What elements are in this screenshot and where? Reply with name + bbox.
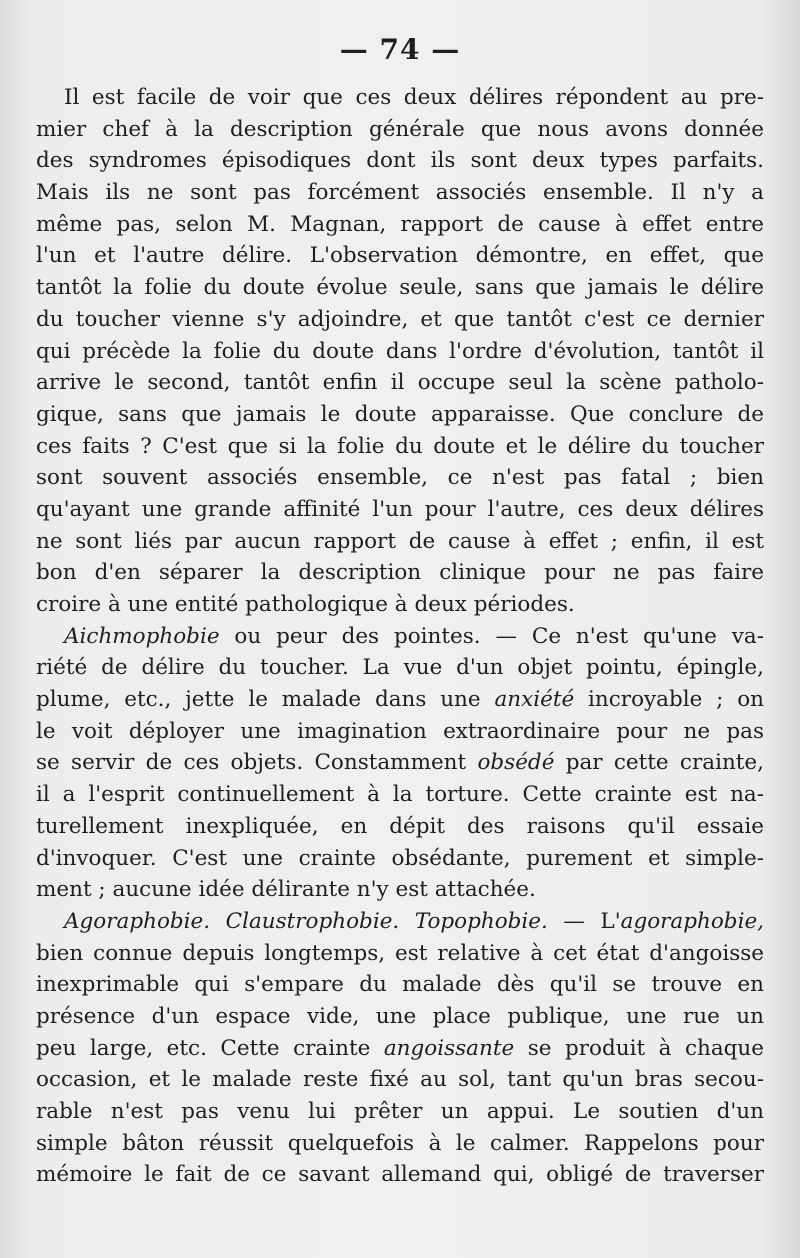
text-segment: même pas, selon M. Magnan, rapport de cause à effet entre	[36, 211, 764, 237]
text-segment: ment ; aucune idée délirante n'y est attachée.	[36, 877, 536, 903]
page-body-text	[36, 82, 764, 1191]
text-segment: il a l'esprit continuellement à la torture. Cette crainte est na-	[36, 782, 764, 808]
text-line	[36, 399, 764, 431]
text-segment: mier chef à la description générale que nous avons donnée	[36, 116, 764, 142]
text-line	[36, 431, 764, 463]
text-segment: rable n'est pas venu lui prêter un appui. Le soutien d'un	[36, 1099, 764, 1124]
text-segment: croire à une entité pathologique à deux périodes.	[36, 592, 575, 617]
text-line	[36, 462, 764, 494]
text-line	[36, 336, 764, 368]
text-line	[36, 557, 764, 589]
text-segment: ou peur des pointes. — Ce n'est qu'une va-	[219, 623, 764, 649]
text-line	[36, 747, 764, 779]
text-line	[36, 906, 764, 938]
text-line	[36, 145, 764, 177]
text-segment: arrive le second, tantôt enfin il occupe seul la scène patholo-	[36, 370, 764, 396]
text-line	[36, 1096, 764, 1128]
text-segment: Mais ils ne sont pas forcément associés ensemble. Il n'y a	[36, 180, 764, 206]
italic-text-segment: Aichmophobie	[64, 623, 220, 649]
text-segment: — L'	[547, 908, 621, 934]
text-segment: bon d'en séparer la description clinique pour ne pas faire	[36, 560, 764, 586]
text-segment: d'invoquer. C'est une crainte obsédante, purement et simple-	[36, 845, 764, 871]
text-line	[36, 969, 764, 1001]
text-line	[36, 304, 764, 336]
text-line	[36, 938, 764, 970]
text-line	[36, 177, 764, 209]
text-segment: turellement inexpliquée, en dépit des raisons qu'il essaie	[36, 813, 764, 839]
text-segment: sont souvent associés ensemble, ce n'est pas fatal ; bien	[36, 465, 764, 491]
text-line	[36, 1128, 764, 1160]
text-line	[36, 209, 764, 241]
text-line	[36, 1064, 764, 1096]
text-line	[36, 1001, 764, 1033]
italic-text-segment: Agoraphobie. Claustrophobie. Topophobie.	[64, 908, 548, 934]
text-segment: Il est facile de voir que ces deux délires répondent au pre-	[64, 85, 764, 110]
italic-text-segment: angoissante	[383, 1035, 515, 1061]
italic-text-segment: obsédé	[477, 750, 555, 776]
text-segment: se servir de ces objets. Constamment	[36, 750, 478, 776]
text-segment: présence d'un espace vide, une place publique, une rue un	[36, 1003, 764, 1029]
text-line	[36, 684, 764, 716]
italic-text-segment: anxiété	[494, 687, 575, 713]
text-segment: du toucher vienne s'y adjoindre, et que tantôt c'est ce dernier	[36, 306, 764, 332]
text-line	[36, 716, 764, 748]
text-line	[36, 367, 764, 399]
text-segment: qui précède la folie du doute dans l'ordre d'évolution, tantôt il	[36, 338, 764, 364]
text-line	[36, 621, 764, 653]
text-line	[36, 526, 764, 558]
text-segment: ne sont liés par aucun rapport de cause à effet ; enfin, il est	[36, 528, 764, 554]
text-segment: qu'ayant une grande affinité l'un pour l'autre, ces deux délires	[36, 496, 764, 522]
text-line	[36, 114, 764, 146]
text-segment: ces faits ? C'est que si la folie du doute et le délire du toucher	[36, 433, 764, 459]
text-segment: plume, etc., jette le malade dans une	[36, 687, 495, 713]
text-line	[36, 589, 764, 621]
italic-text-segment: agoraphobie,	[620, 908, 764, 934]
text-line	[36, 843, 764, 875]
text-segment: simple bâton réussit quelquefois à le calmer. Rappelons pour	[36, 1130, 764, 1156]
text-segment: bien connue depuis longtemps, est relative à cet état d'angoisse	[36, 940, 764, 966]
text-line	[36, 874, 764, 906]
page-number: — 74 —	[339, 33, 461, 66]
text-line	[36, 652, 764, 684]
text-line	[36, 494, 764, 526]
text-segment: inexprimable qui s'empare du malade dès qu'il se trouve en	[36, 972, 764, 998]
text-segment: riété de délire du toucher. La vue d'un objet pointu, épingle,	[36, 655, 764, 681]
text-line	[36, 1033, 764, 1065]
text-line	[36, 1159, 764, 1191]
text-line	[36, 811, 764, 843]
text-segment: peu large, etc. Cette crainte	[36, 1035, 384, 1061]
text-segment: tantôt la folie du doute évolue seule, sans que jamais le délire	[36, 275, 764, 301]
text-line	[36, 272, 764, 304]
text-segment: se produit à chaque	[514, 1035, 764, 1061]
text-segment: incroyable ; on	[574, 687, 764, 713]
text-segment: par cette crainte,	[554, 750, 764, 776]
text-line	[36, 779, 764, 811]
text-line	[36, 82, 764, 114]
text-segment: occasion, et le malade reste fixé au sol, tant qu'un bras secou-	[36, 1067, 764, 1093]
text-segment: mémoire le fait de ce savant allemand qui, obligé de traverser	[36, 1162, 764, 1188]
text-segment: l'un et l'autre délire. L'observation démontre, en effet, que	[36, 243, 764, 269]
text-segment: des syndromes épisodiques dont ils sont deux types parfaits.	[36, 148, 764, 174]
text-segment: gique, sans que jamais le doute apparaisse. Que conclure de	[36, 401, 764, 427]
text-line	[36, 240, 764, 272]
text-segment: le voit déployer une imagination extraordinaire pour ne pas	[36, 718, 764, 744]
